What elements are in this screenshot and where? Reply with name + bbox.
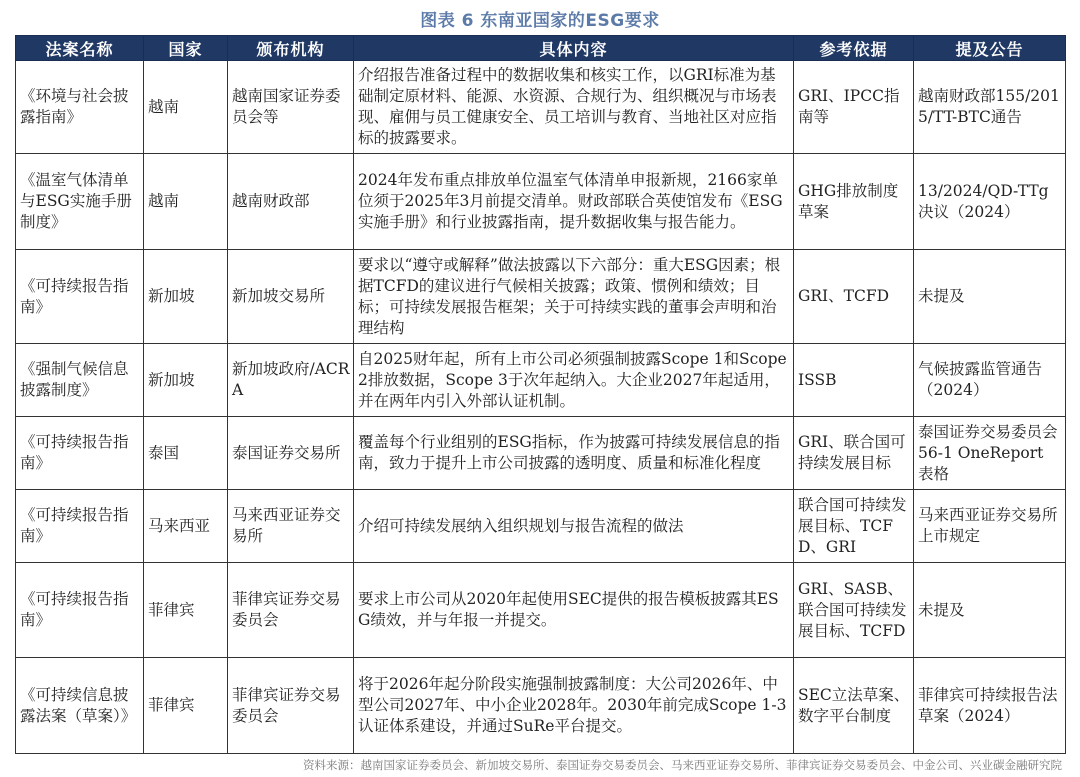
cell-content: 2024年发布重点排放单位温室气体清单申报新规，2166家单位须于2025年3月前提交清单。财政部联合英使馆发布《ESG实施手册》和行业披露指南，提升数据收集与报告能力。 <box>354 154 794 250</box>
table-row <box>16 563 1066 658</box>
table-row <box>16 417 1066 490</box>
col-header-agency: 颁布机构 <box>228 36 354 61</box>
cell-law-name: 《可持续信息披露法案（草案）》 <box>16 658 144 754</box>
cell-basis: GRI、TCFD <box>794 250 914 344</box>
cell-basis: 联合国可持续发展目标、TCFD、GRI <box>794 490 914 563</box>
cell-notice: 未提及 <box>914 563 1066 658</box>
cell-country: 泰国 <box>144 417 228 490</box>
cell-country: 菲律宾 <box>144 563 228 658</box>
cell-notice: 泰国证券交易委员会56-1 OneReport 表格 <box>914 417 1066 490</box>
cell-agency: 新加坡政府/ACRA <box>228 344 354 417</box>
cell-basis: GHG排放制度草案 <box>794 154 914 250</box>
cell-country: 越南 <box>144 154 228 250</box>
table-row <box>16 154 1066 250</box>
esg-requirements-table <box>15 35 1066 754</box>
cell-country: 新加坡 <box>144 250 228 344</box>
table-row <box>16 490 1066 563</box>
cell-content: 要求上市公司从2020年起使用SEC提供的报告模板披露其ESG绩效，并与年报一并提交。 <box>354 563 794 658</box>
source-note: 资料来源：越南国家证券委员会、新加坡交易所、泰国证券交易委员会、马来西亚证券交易所、菲律宾证券交易委员会、中金公司、兴业碳金融研究院 <box>303 758 1062 772</box>
cell-basis: GRI、联合国可持续发展目标 <box>794 417 914 490</box>
table-header-row <box>16 36 1066 61</box>
table-row <box>16 658 1066 754</box>
col-header-basis: 参考依据 <box>794 36 914 61</box>
cell-law-name: 《可持续报告指南》 <box>16 490 144 563</box>
cell-law-name: 《强制气候信息披露制度》 <box>16 344 144 417</box>
cell-notice: 越南财政部155/2015/TT-BTC通告 <box>914 61 1066 154</box>
cell-law-name: 《可持续报告指南》 <box>16 563 144 658</box>
cell-content: 覆盖每个行业组别的ESG指标，作为披露可持续发展信息的指南，致力于提升上市公司披露的透明度、质量和标准化程度 <box>354 417 794 490</box>
cell-notice: 马来西亚证券交易所上市规定 <box>914 490 1066 563</box>
col-header-notice: 提及公告 <box>914 36 1066 61</box>
cell-law-name: 《温室气体清单与ESG实施手册制度》 <box>16 154 144 250</box>
cell-agency: 菲律宾证券交易委员会 <box>228 658 354 754</box>
cell-content: 要求以“遵守或解释”做法披露以下六部分：重大ESG因素；根据TCFD的建议进行气候相关披露；政策、惯例和绩效；目标；可持续发展报告框架；关于可持续实践的董事会声明和治理结构 <box>354 250 794 344</box>
cell-notice: 未提及 <box>914 250 1066 344</box>
cell-country: 马来西亚 <box>144 490 228 563</box>
col-header-country: 国家 <box>144 36 228 61</box>
cell-basis: GRI、SASB、联合国可持续发展目标、TCFD <box>794 563 914 658</box>
cell-content: 自2025财年起，所有上市公司必须强制披露Scope 1和Scope 2排放数据，Scope 3于次年起纳入。大企业2027年起适用，并在两年内引入外部认证机制。 <box>354 344 794 417</box>
cell-agency: 马来西亚证券交易所 <box>228 490 354 563</box>
cell-basis: ISSB <box>794 344 914 417</box>
cell-law-name: 《可持续报告指南》 <box>16 250 144 344</box>
cell-notice: 菲律宾可持续报告法草案（2024） <box>914 658 1066 754</box>
table-row <box>16 61 1066 154</box>
col-header-content: 具体内容 <box>354 36 794 61</box>
table-title: 图表 6 东南亚国家的ESG要求 <box>420 11 660 31</box>
cell-content: 介绍报告准备过程中的数据收集和核实工作，以GRI标准为基础制定原材料、能源、水资源、合规行为、组织概况与市场表现、雇佣与员工健康安全、员工培训与教育、当地社区对应指标的披露要求。 <box>354 61 794 154</box>
cell-country: 菲律宾 <box>144 658 228 754</box>
cell-country: 新加坡 <box>144 344 228 417</box>
cell-notice: 气候披露监管通告（2024） <box>914 344 1066 417</box>
cell-agency: 菲律宾证券交易委员会 <box>228 563 354 658</box>
cell-content: 将于2026年起分阶段实施强制披露制度：大公司2026年、中型公司2027年、中小企业2028年。2030年前完成Scope 1-3认证体系建设，并通过SuRe平台提交。 <box>354 658 794 754</box>
cell-agency: 新加坡交易所 <box>228 250 354 344</box>
table-row <box>16 344 1066 417</box>
cell-law-name: 《环境与社会披露指南》 <box>16 61 144 154</box>
cell-basis: SEC立法草案、数字平台制度 <box>794 658 914 754</box>
cell-basis: GRI、IPCC指南等 <box>794 61 914 154</box>
cell-agency: 泰国证券交易所 <box>228 417 354 490</box>
cell-content: 介绍可持续发展纳入组织规划与报告流程的做法 <box>354 490 794 563</box>
cell-country: 越南 <box>144 61 228 154</box>
col-header-name: 法案名称 <box>16 36 144 61</box>
table-row <box>16 250 1066 344</box>
cell-agency: 越南财政部 <box>228 154 354 250</box>
cell-agency: 越南国家证券委员会等 <box>228 61 354 154</box>
cell-law-name: 《可持续报告指南》 <box>16 417 144 490</box>
cell-notice: 13/2024/QD-TTg决议（2024） <box>914 154 1066 250</box>
